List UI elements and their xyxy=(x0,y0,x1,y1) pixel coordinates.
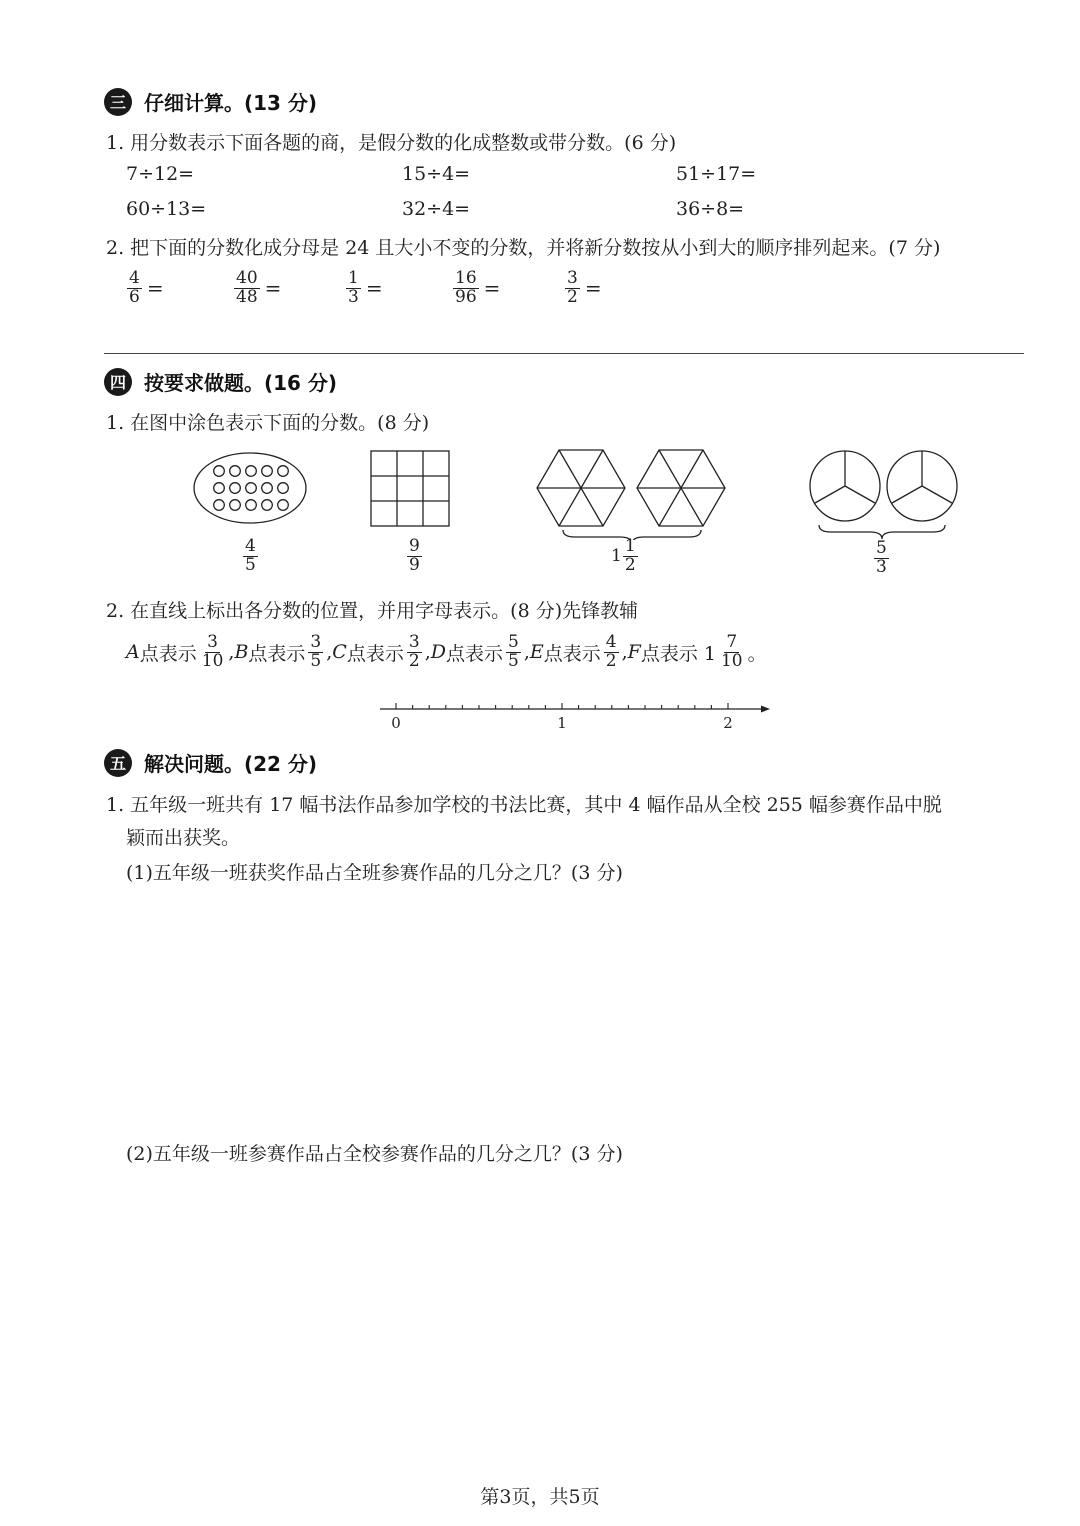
shading-figures xyxy=(0,440,1080,540)
section-4-badge: 四 xyxy=(104,368,132,396)
separator: , xyxy=(326,641,333,664)
fraction-item xyxy=(450,270,500,307)
point-letter: C xyxy=(332,641,347,664)
fraction-numerator: 3 xyxy=(207,632,218,652)
fraction-item xyxy=(343,270,383,307)
point-text: 点表示 xyxy=(139,642,197,665)
figure-label xyxy=(404,538,425,575)
fraction-numerator: 9 xyxy=(409,536,420,556)
section-3-heading xyxy=(104,87,317,116)
section-4-heading xyxy=(104,367,337,396)
fraction-denominator: 10 xyxy=(720,650,743,671)
number-line xyxy=(370,695,780,735)
dots-group xyxy=(214,466,289,511)
sec5-question-1-cont: 颖而出获奖。 xyxy=(126,827,241,849)
circle-figure xyxy=(887,451,957,521)
fraction-denominator: 2 xyxy=(567,286,578,307)
fraction-denominator: 5 xyxy=(310,650,322,671)
fraction-denominator: 9 xyxy=(409,554,420,575)
fraction-denominator: 5 xyxy=(245,554,256,575)
separator: 。 xyxy=(747,642,767,665)
section-3-badge: 三 xyxy=(104,88,132,116)
fraction-item xyxy=(231,270,281,307)
equals-sign: = xyxy=(365,276,383,301)
sec3-question-2: 2. 把下面的分数化成分母是 24 且大小不变的分数，并将新分数按从小到大的顺序排列起来。(7 分) xyxy=(106,237,941,259)
fraction-numerator: 4 xyxy=(129,268,140,288)
page-footer: 第3页，共5页 xyxy=(480,1486,600,1508)
section-5-heading xyxy=(104,748,317,777)
point-text: 点表示 xyxy=(445,642,503,665)
point-letter: B xyxy=(234,641,249,664)
fraction-denominator: 2 xyxy=(624,554,636,575)
calc-item: 15÷4= xyxy=(402,163,471,185)
mixed-whole: 1 xyxy=(611,546,622,567)
number-line-label: 0 xyxy=(391,714,401,732)
sec5-subquestion-1: (1)五年级一班获奖作品占全班参赛作品的几分之几？(3 分) xyxy=(126,862,623,884)
fraction-numerator: 3 xyxy=(310,632,322,652)
fraction-numerator: 3 xyxy=(408,632,420,652)
brace xyxy=(819,525,945,539)
fraction-numerator: 7 xyxy=(726,632,738,652)
fraction-denominator: 10 xyxy=(201,650,224,671)
fraction-numerator: 1 xyxy=(348,268,359,288)
section-divider xyxy=(104,353,1024,354)
calc-item: 51÷17= xyxy=(676,163,757,185)
point-text: 点表示 xyxy=(346,642,404,665)
hexagon-figure xyxy=(637,450,725,526)
sec3-question-1: 1. 用分数表示下面各题的商，是假分数的化成整数或带分数。(6 分) xyxy=(106,132,677,154)
calc-item: 32÷4= xyxy=(402,198,471,220)
number-line-label: 2 xyxy=(723,714,733,732)
fraction-denominator: 2 xyxy=(605,650,617,671)
fraction-denominator: 96 xyxy=(455,286,477,307)
calc-item: 36÷8= xyxy=(676,198,745,220)
sec5-question-1: 1. 五年级一班共有 17 幅书法作品参加学校的书法比赛，其中 4 幅作品从全校 255 幅参赛作品中脱 xyxy=(106,794,942,816)
fraction-numerator: 3 xyxy=(567,268,578,288)
fraction-numerator: 1 xyxy=(624,536,636,556)
figure-label xyxy=(611,538,641,575)
fraction-numerator: 5 xyxy=(507,632,519,652)
fraction-denominator: 2 xyxy=(408,650,420,671)
figure-label xyxy=(240,538,261,575)
separator: , xyxy=(621,641,628,664)
point-letter: D xyxy=(430,641,446,664)
point-text: 点表示 xyxy=(543,642,601,665)
separator: , xyxy=(424,641,431,664)
sec4-question-2: 2. 在直线上标出各分数的位置，并用字母表示。(8 分)先锋教辅 xyxy=(106,600,639,622)
circle-figure xyxy=(810,451,880,521)
fraction-numerator: 4 xyxy=(605,632,617,652)
section-5-badge: 五 xyxy=(104,749,132,777)
fraction-denominator: 6 xyxy=(129,286,140,307)
tick-marks xyxy=(396,703,728,709)
calc-item: 60÷13= xyxy=(126,198,207,220)
equals-sign: = xyxy=(146,276,164,301)
point-text: 点表示 1 xyxy=(640,642,716,665)
fraction-numerator: 4 xyxy=(245,536,256,556)
separator: , xyxy=(523,641,530,664)
fraction-item xyxy=(124,270,164,307)
sec5-subquestion-2: (2)五年级一班参赛作品占全校参赛作品的几分之几？(3 分) xyxy=(126,1143,623,1165)
fraction-numerator: 40 xyxy=(236,268,258,288)
calc-item: 7÷12= xyxy=(126,163,195,185)
fraction-denominator: 5 xyxy=(507,650,519,671)
sec4-question-1: 1. 在图中涂色表示下面的分数。(8 分) xyxy=(106,412,430,434)
section-4-title: 按要求做题。(16 分) xyxy=(144,371,338,395)
fraction-denominator: 3 xyxy=(876,556,887,577)
equals-sign: = xyxy=(483,276,501,301)
fraction-item xyxy=(562,270,602,307)
grid-figure xyxy=(371,451,449,526)
fraction-denominator: 48 xyxy=(236,286,258,307)
section-3-title: 仔细计算。(13 分) xyxy=(144,91,318,115)
point-letter: A xyxy=(126,641,140,664)
separator: , xyxy=(228,641,235,664)
equals-sign: = xyxy=(264,276,282,301)
section-5-title: 解决问题。(22 分) xyxy=(144,752,318,776)
fraction-numerator: 16 xyxy=(455,268,477,288)
point-text: 点表示 xyxy=(248,642,306,665)
number-line-label: 1 xyxy=(557,714,567,732)
figure-label xyxy=(871,540,892,577)
point-letter: F xyxy=(627,641,641,664)
hexagon-figure xyxy=(537,450,625,526)
points-description xyxy=(126,634,767,671)
equals-sign: = xyxy=(584,276,602,301)
oval-figure xyxy=(194,453,306,523)
point-letter: E xyxy=(529,641,544,664)
fraction-numerator: 5 xyxy=(876,538,887,558)
arrow-icon xyxy=(761,706,770,713)
fraction-denominator: 3 xyxy=(348,286,359,307)
